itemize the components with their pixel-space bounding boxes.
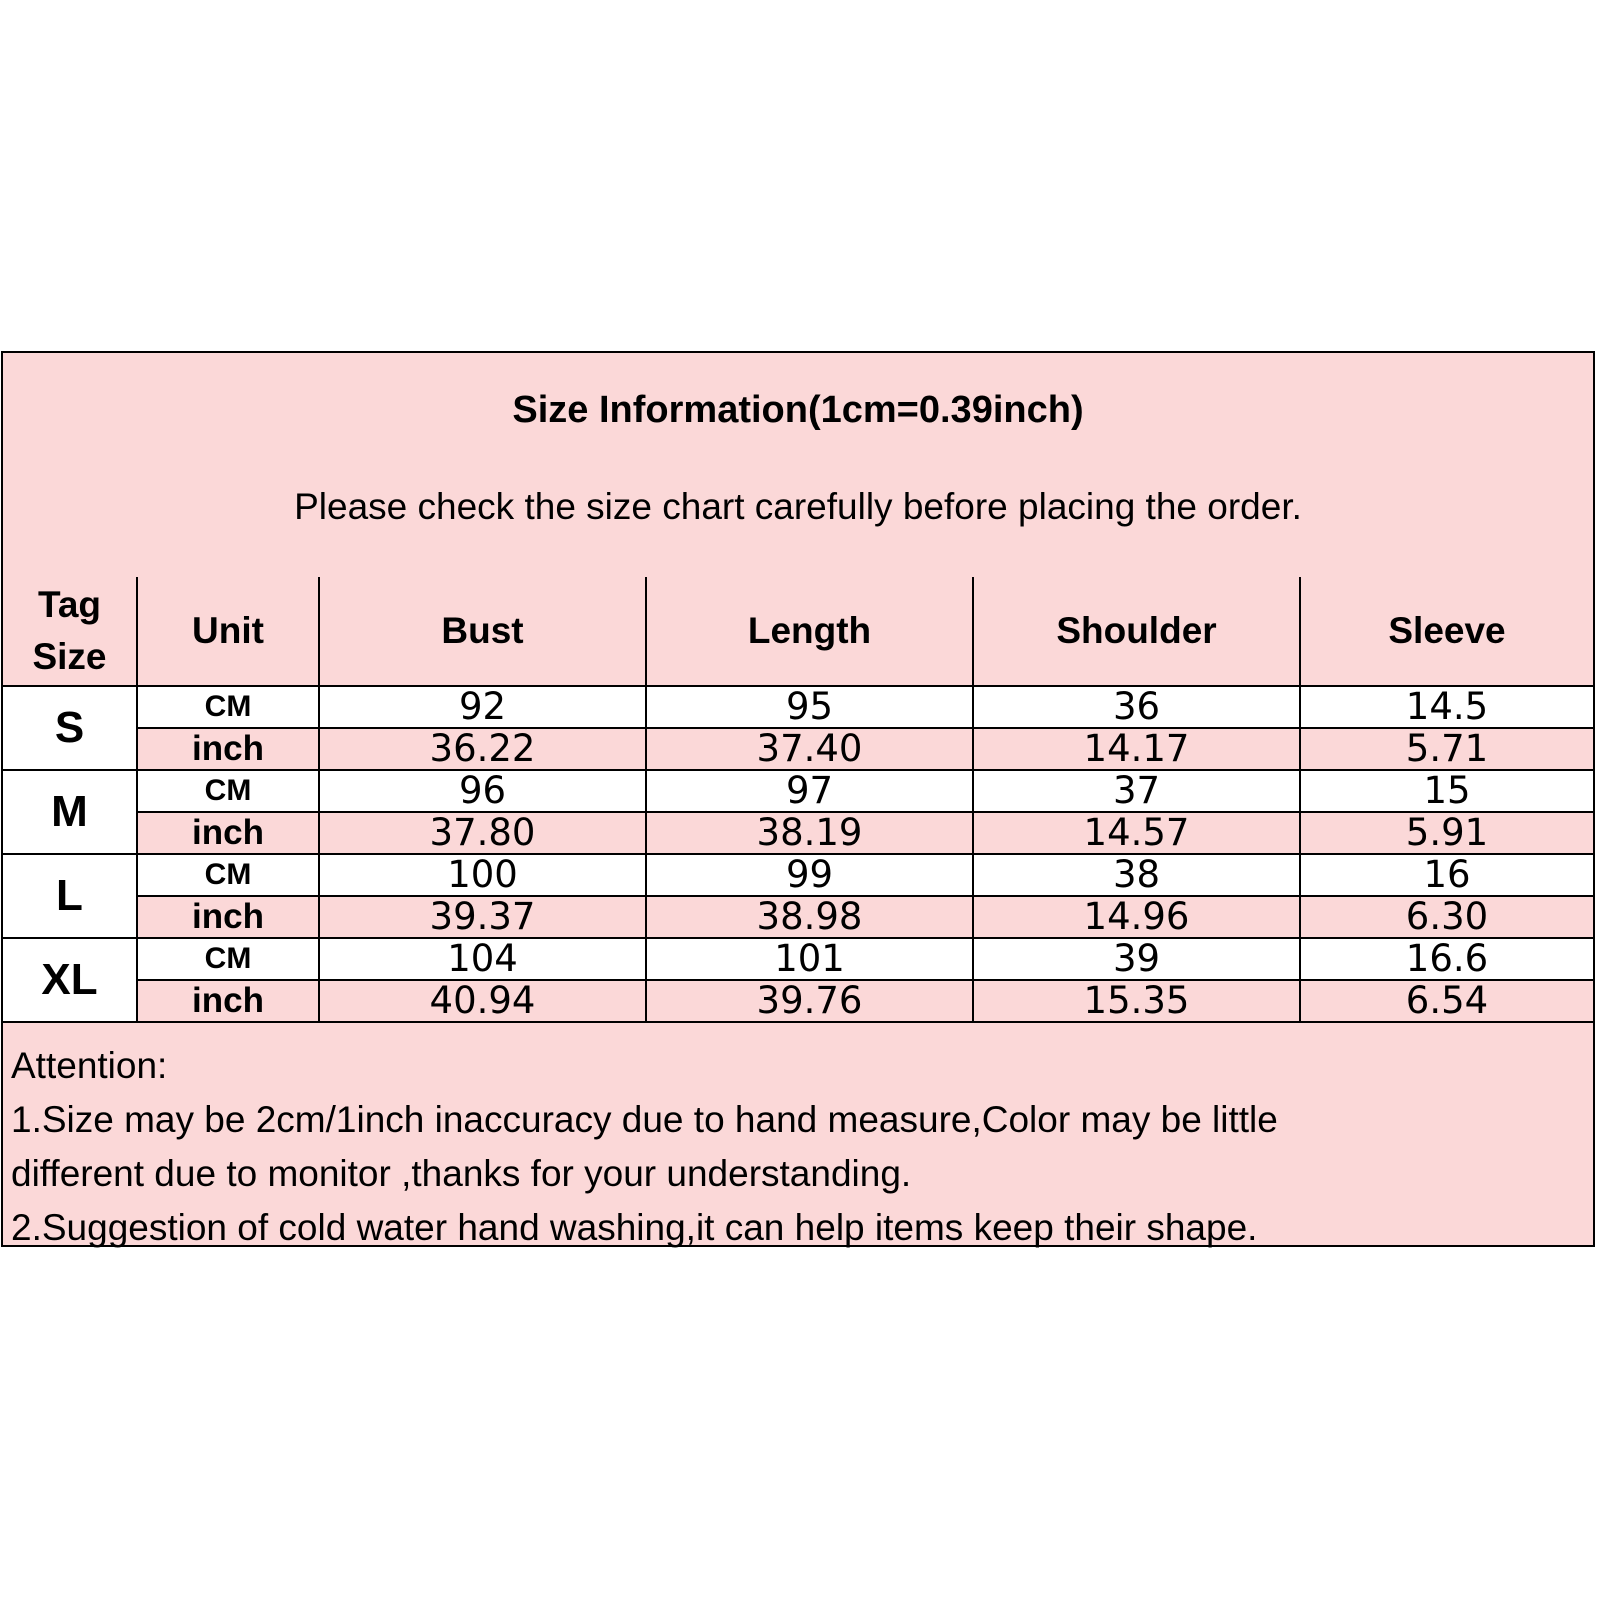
bust-cell: 92 <box>319 686 646 728</box>
shoulder-cell: 14.17 <box>973 728 1300 770</box>
unit-cell: inch <box>137 728 319 770</box>
size-cell: M <box>3 770 137 854</box>
bust-cell: 104 <box>319 938 646 980</box>
header-unit: Unit <box>137 577 319 686</box>
sleeve-cell: 6.30 <box>1300 896 1593 938</box>
header-sleeve: Sleeve <box>1300 577 1593 686</box>
header-tag-size <box>3 577 137 686</box>
bust-cell: 100 <box>319 854 646 896</box>
header-length: Length <box>646 577 973 686</box>
header-tag-line1: Tag <box>37 584 102 625</box>
shoulder-cell: 14.57 <box>973 812 1300 854</box>
length-cell: 97 <box>646 770 973 812</box>
table-row <box>3 770 1593 812</box>
shoulder-cell: 38 <box>973 854 1300 896</box>
chart-title: Size Information(1cm=0.39inch) <box>512 389 1084 431</box>
shoulder-cell: 14.96 <box>973 896 1300 938</box>
attention-line-1: 1.Size may be 2cm/1inch inaccuracy due to hand measure,Color may be little <box>11 1099 1278 1140</box>
sleeve-cell: 14.5 <box>1300 686 1593 728</box>
size-cell: XL <box>3 938 137 1022</box>
sleeve-cell: 16 <box>1300 854 1593 896</box>
sleeve-cell: 5.91 <box>1300 812 1593 854</box>
table-row <box>3 896 1593 938</box>
attention-notes <box>11 1039 1581 1255</box>
unit-cell: CM <box>137 686 319 728</box>
unit-cell: CM <box>137 770 319 812</box>
sleeve-cell: 5.71 <box>1300 728 1593 770</box>
attention-line-3: 2.Suggestion of cold water hand washing,it can help items keep their shape. <box>11 1207 1258 1248</box>
length-cell: 101 <box>646 938 973 980</box>
header-row <box>3 577 1593 686</box>
chart-header <box>3 353 1593 577</box>
length-cell: 38.19 <box>646 812 973 854</box>
attention-heading: Attention: <box>11 1045 168 1086</box>
bust-cell: 39.37 <box>319 896 646 938</box>
table-row <box>3 728 1593 770</box>
unit-cell: inch <box>137 812 319 854</box>
header-shoulder: Shoulder <box>973 577 1300 686</box>
bust-cell: 96 <box>319 770 646 812</box>
table-row <box>3 686 1593 728</box>
shoulder-cell: 36 <box>973 686 1300 728</box>
table-row <box>3 812 1593 854</box>
chart-subtitle: Please check the size chart carefully before placing the order. <box>294 486 1302 527</box>
length-cell: 99 <box>646 854 973 896</box>
table-row <box>3 980 1593 1022</box>
header-tag-line2: Size <box>32 636 107 677</box>
unit-cell: inch <box>137 980 319 1022</box>
shoulder-cell: 15.35 <box>973 980 1300 1022</box>
sleeve-cell: 16.6 <box>1300 938 1593 980</box>
length-cell: 39.76 <box>646 980 973 1022</box>
size-chart <box>1 351 1595 1247</box>
sleeve-cell: 6.54 <box>1300 980 1593 1022</box>
attention-line-2: different due to monitor ,thanks for your understanding. <box>11 1153 912 1194</box>
length-cell: 37.40 <box>646 728 973 770</box>
size-cell: S <box>3 686 137 770</box>
header-bust: Bust <box>319 577 646 686</box>
unit-cell: inch <box>137 896 319 938</box>
size-table <box>3 577 1593 1023</box>
shoulder-cell: 39 <box>973 938 1300 980</box>
length-cell: 38.98 <box>646 896 973 938</box>
table-row <box>3 854 1593 896</box>
size-cell: L <box>3 854 137 938</box>
shoulder-cell: 37 <box>973 770 1300 812</box>
bust-cell: 36.22 <box>319 728 646 770</box>
sleeve-cell: 15 <box>1300 770 1593 812</box>
unit-cell: CM <box>137 938 319 980</box>
length-cell: 95 <box>646 686 973 728</box>
bust-cell: 40.94 <box>319 980 646 1022</box>
table-row <box>3 938 1593 980</box>
bust-cell: 37.80 <box>319 812 646 854</box>
unit-cell: CM <box>137 854 319 896</box>
